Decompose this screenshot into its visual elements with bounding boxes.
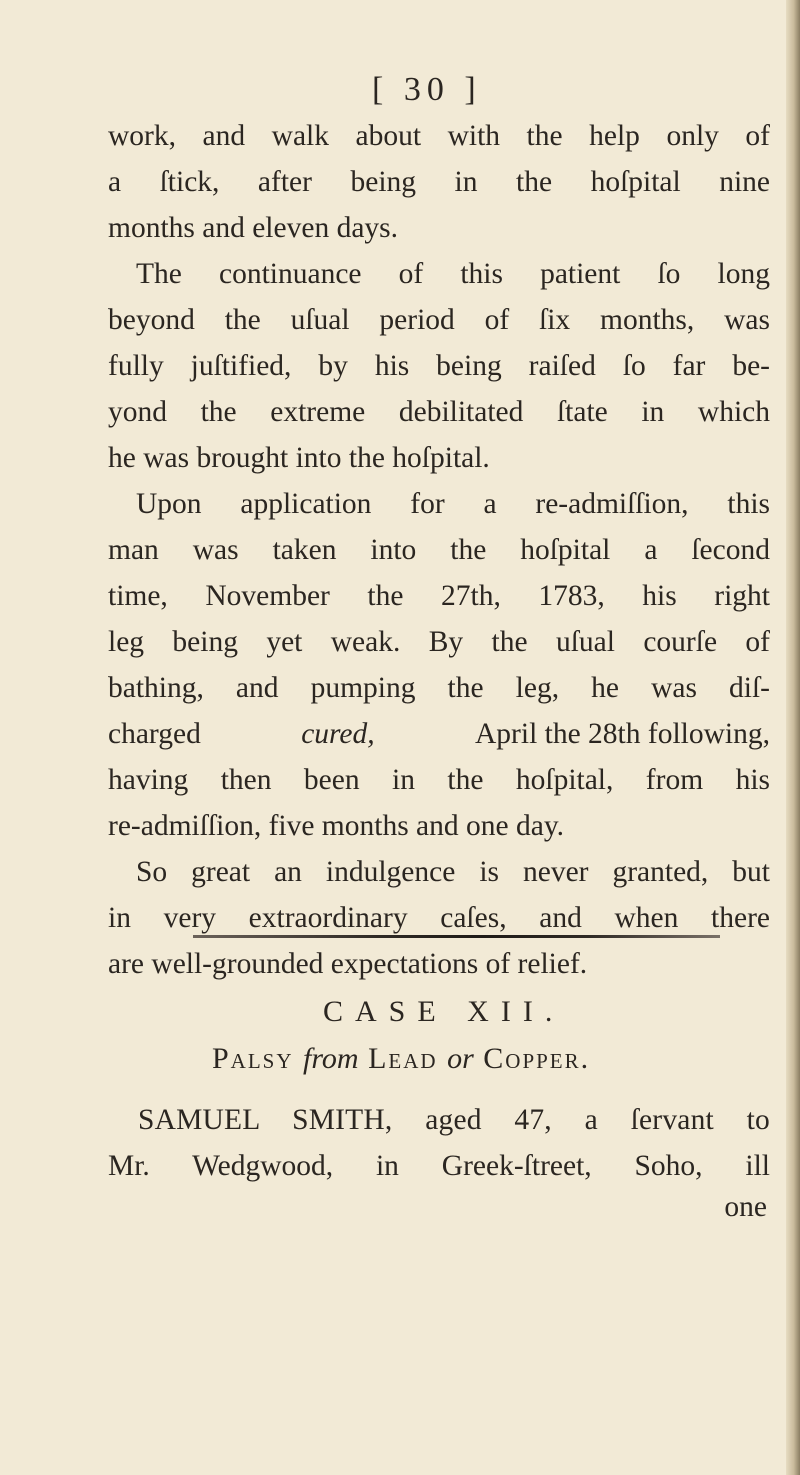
catchword: one [724,1191,767,1223]
page-edge-shadow [786,0,800,1475]
text-line: yond the extreme debilitated ſtate in which [108,396,770,428]
text-fragment: charged [108,718,201,750]
main-text-block [108,113,770,987]
text-line: man was taken into the hoſpital a ſecond [108,534,770,566]
page-number-header: [ 30 ] [372,71,482,108]
text-line: bathing, and pumping the leg, he was diſ- [108,672,770,704]
text-line: time, November the 27th, 1783, his right [108,580,770,612]
text-line: The continuance of this patient ſo long [136,258,770,290]
text-line: So great an indulgence is never granted, but [136,856,770,888]
subtitle-italic-word: or [447,1042,474,1075]
text-line-mixed [108,711,770,757]
text-line: are well-grounded expectations of relief. [108,948,588,980]
text-line: Upon application for a re-admiſſion, this [136,488,770,520]
text-line: having then been in the hoſpital, from his [108,764,770,796]
text-line: fully juſtified, by his being raiſed ſo far be- [108,350,770,382]
subtitle-word: Palsy [212,1042,294,1075]
text-line: re-admiſſion, five months and one day. [108,810,565,842]
subtitle-italic-word: from [303,1042,359,1075]
text-line: a ſtick, after being in the hoſpital nine [108,166,770,198]
italic-fragment: cured, [301,718,375,750]
text-line: months and eleven days. [108,212,399,244]
case-subtitle [212,1040,590,1078]
subtitle-word: Copper. [483,1042,591,1075]
text-line: Mr. Wedgwood, in Greek-ſtreet, Soho, ill [108,1150,770,1182]
text-fragment: April the 28th following, [475,718,770,750]
subtitle-word: Lead [368,1042,438,1075]
text-line: in very extraordinary caſes, and when there [108,902,770,934]
case-body-text [108,1097,770,1189]
text-line: he was brought into the hoſpital. [108,442,490,474]
text-line: SAMUEL SMITH, aged 47, a ſervant to [138,1104,770,1136]
case-heading: CASE XII. [323,995,565,1028]
section-divider-rule [193,935,720,938]
text-line: work, and walk about with the help only of [108,120,770,152]
text-line: leg being yet weak. By the uſual courſe of [108,626,770,658]
text-line: beyond the uſual period of ſix months, was [108,304,770,336]
